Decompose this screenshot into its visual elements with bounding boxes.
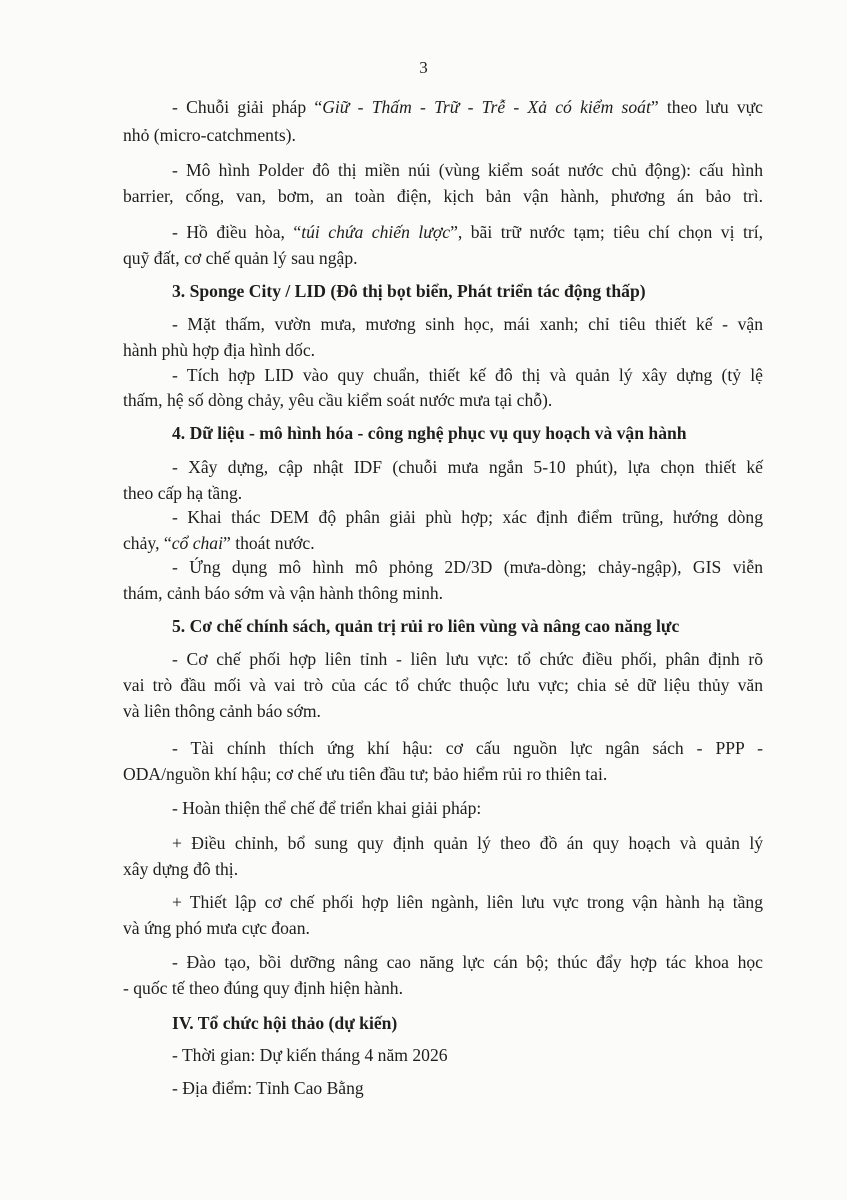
section-heading: 3. Sponge City / LID (Đô thị bọt biển, Phát triển tác động thấp) [172, 281, 646, 301]
paragraph-line: - Khai thác DEM độ phân giải phù hợp; xác định điểm trũng, hướng dòng [172, 507, 763, 527]
paragraph-line: thám, cảnh báo sớm và vận hành thông minh. [123, 583, 444, 603]
paragraph-line: thấm, hệ số dòng chảy, yêu cầu kiểm soát nước mưa tại chỗ). [123, 390, 553, 410]
paragraph-line: - Cơ chế phối hợp liên tỉnh - liên lưu vực: tổ chức điều phối, phân định rõ [172, 649, 763, 669]
paragraph-line: - Ứng dụng mô hình mô phỏng 2D/3D (mưa-dòng; chảy-ngập), GIS viễn [172, 557, 763, 577]
paragraph-line: - Xây dựng, cập nhật IDF (chuỗi mưa ngắn 5-10 phút), lựa chọn thiết kế [172, 457, 763, 477]
page-number: 3 [419, 58, 428, 77]
paragraph-line: - Đào tạo, bồi dưỡng nâng cao năng lực cán bộ; thúc đẩy hợp tác khoa học [172, 952, 763, 972]
section-heading: IV. Tổ chức hội thảo (dự kiến) [172, 1013, 398, 1033]
paragraph-line: và liên thông cảnh báo sớm. [123, 701, 321, 721]
paragraph-line: - Hồ điều hòa, “túi chứa chiến lược”, bãi trữ nước tạm; tiêu chí chọn vị trí, [172, 222, 763, 242]
paragraph-line: + Thiết lập cơ chế phối hợp liên ngành, liên lưu vực trong vận hành hạ tầng [172, 892, 763, 912]
paragraph-line: + Điều chỉnh, bổ sung quy định quản lý theo đồ án quy hoạch và quản lý [172, 833, 763, 853]
paragraph-line: - Tích hợp LID vào quy chuẩn, thiết kế đô thị và quản lý xây dựng (tỷ lệ [172, 365, 763, 385]
paragraph-line: nhỏ (micro-catchments). [123, 125, 296, 145]
paragraph-line: - Mô hình Polder đô thị miền núi (vùng kiểm soát nước chủ động): cấu hình [172, 160, 763, 180]
paragraph-line: - Tài chính thích ứng khí hậu: cơ cấu nguồn lực ngân sách - PPP - [172, 738, 763, 758]
section-heading: 5. Cơ chế chính sách, quản trị rủi ro liên vùng và nâng cao năng lực [172, 616, 680, 636]
paragraph-line: theo cấp hạ tầng. [123, 483, 243, 503]
paragraph-line: và ứng phó mưa cực đoan. [123, 918, 310, 938]
paragraph-line: barrier, cống, van, bơm, an toàn điện, kịch bản vận hành, phương án bảo trì. [123, 186, 763, 206]
paragraph-line: - Mặt thấm, vườn mưa, mương sinh học, mái xanh; chỉ tiêu thiết kế - vận [172, 314, 763, 334]
paragraph-line: vai trò đầu mối và vai trò của các tổ chức thuộc lưu vực; chia sẻ dữ liệu thủy văn [123, 675, 763, 695]
section-heading: 4. Dữ liệu - mô hình hóa - công nghệ phục vụ quy hoạch và vận hành [172, 423, 687, 443]
paragraph-line: - quốc tế theo đúng quy định hiện hành. [123, 978, 403, 998]
paragraph-line: - Chuỗi giải pháp “Giữ - Thấm - Trữ - Trễ - Xả có kiểm soát” theo lưu vực [172, 97, 763, 117]
paragraph-line: quỹ đất, cơ chế quản lý sau ngập. [123, 248, 358, 268]
paragraph-line: chảy, “cổ chai” thoát nước. [123, 533, 315, 553]
paragraph-line: xây dựng đô thị. [123, 859, 239, 879]
paragraph-line: - Địa điểm: Tỉnh Cao Bằng [172, 1078, 364, 1098]
paragraph-line: ODA/nguồn khí hậu; cơ chế ưu tiên đầu tư; bảo hiểm rủi ro thiên tai. [123, 764, 608, 784]
paragraph-line: - Thời gian: Dự kiến tháng 4 năm 2026 [172, 1045, 448, 1065]
paragraph-line: - Hoàn thiện thể chế để triển khai giải pháp: [172, 798, 482, 818]
paragraph-line: hành phù hợp địa hình dốc. [123, 340, 316, 360]
